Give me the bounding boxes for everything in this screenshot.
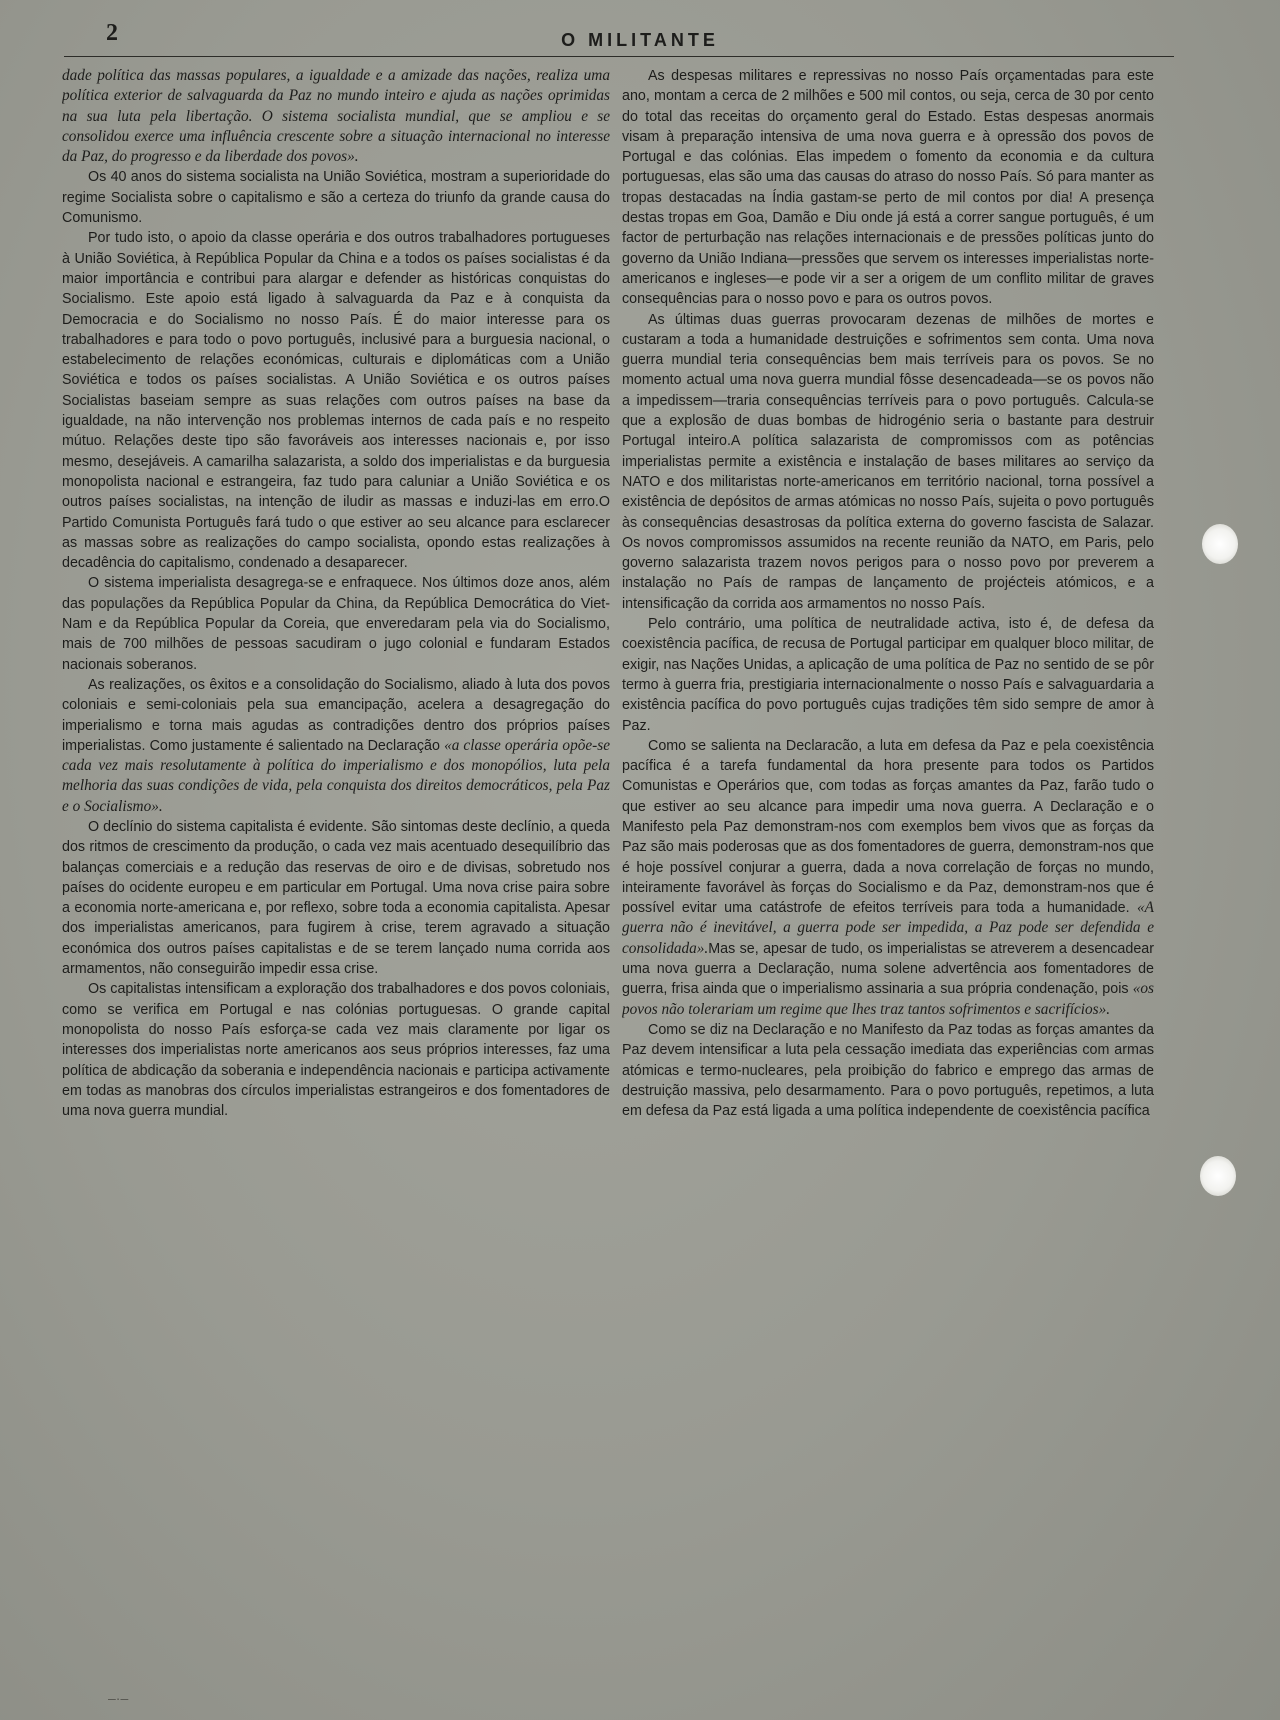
right-paragraph-4 xyxy=(622,736,1154,1020)
right-paragraph-5: Como se diz na Declaração e no Manifesto da Paz todas as forças amantes da Paz devem intensificar a luta pela cessação imediata das experiências com armas atómicas e termo-nucleares, pela proibição do fabrico e emprego das armas de destruição massiva, pelo desarmamento. Para o povo português, repetimos, a luta em defesa da Paz está ligada a uma política independente de coexistência pacífica xyxy=(622,1021,1154,1120)
right-paragraph-4-text-2: Mas se, apesar de tudo, os imperialistas se atreverem a desencadear uma nova guerra a Declaração, numa solene advertência aos fomentadores de guerra, frisa ainda que o imperialismo assinaria a sua própria condenação, pois xyxy=(622,940,1154,998)
left-paragraph-7: Os capitalistas intensificam a exploração dos trabalhadores e dos povos coloniais, como se verifica em Portugal e nas colónias portuguesas. O grande capital monopolista do nosso País esforça-se cada vez mais claramente por ligar os interesses dos imperialistas norte americanos aos seus próprios interesses, faz uma política de abdicação da soberania e independência nacionais e participa activamente em todas as manobras dos círculos imperialistas estrangeiros e dos fomentadores de uma nova guerra mundial. xyxy=(62,981,610,1120)
right-paragraph-3: Pelo contrário, uma política de neutralidade activa, isto é, de defesa da coexistência pacífica, de recusa de Portugal participar em qualquer bloco militar, de exigir, nas Nações Unidas, a aplicação de uma política de Paz no sentido de se pôr termo à guerra fria, prestigiaria internacionalmente o nosso País e salvaguardaria a existência pacífica do povo português cujas tradições têm sido sempre de amor à Paz. xyxy=(622,616,1154,734)
punch-hole-bottom xyxy=(1200,1156,1236,1196)
masthead-title: O MILITANTE xyxy=(561,30,719,50)
right-paragraph-4-text: Como se salienta na Declaracão, a luta em defesa da Paz e pela coexistência pacífica é a tarefa fundamental da hora presente para todos os Partidos Comunistas e Operários que, com todas as forças amantes da Paz, farão tudo o que estiver ao seu alcance para impedir uma nova guerra. A Declaração e o Manifesto pela Paz demonstram-nos com exemplos bem vivos que as forças da Paz são mais poderosas que as dos fomentadores de guerra, demonstram-nos que é hoje possível conjurar a guerra, dada a nova correlação de forças no mundo, inteiramente favorável às forças do Socialismo e da Paz, demonstram-nos que é possível evitar uma catástrofe de efeitos terríveis para toda a humanidade. xyxy=(622,737,1154,917)
header-rule xyxy=(64,56,1174,57)
right-paragraph-1: As despesas militares e repressivas no nosso País orçamentadas para este ano, montam a cerca de 2 milhões e 500 mil contos, ou seja, cerca de 30 por cento do total das receitas do orçamento geral do Estado. Estas despesas anormais visam à preparação intensiva de uma nova guerra e à opressão dos povos de Portugal e das colónias. Elas impedem o fomento da economia e da cultura portuguesas, elas são uma das causas do atraso do nosso País. Só para manter as tropas destacadas na Índia gastam-se perto de mil contos por dia! A presença destas tropas em Goa, Damão e Diu onde já está a correr sangue português, é um factor de perturbação nas relações internacionais e de pressões políticas junto do governo da União Indiana—pressões que servem os interesses imperialistas norte-americanos e ingleses—e pode vir a ser a origem de um conflito militar de graves consequências para o nosso povo e para os outros povos. xyxy=(622,68,1154,308)
right-column xyxy=(622,66,1154,1606)
declaration-quote: «a classe operária opõe-se cada vez mais resolutamente à política do imperialismo e dos monopólios, luta pela melhoria das suas condições de vida, pela conquista dos direitos democráticos, pela Paz e o Socialismo». xyxy=(62,736,610,815)
left-paragraph-3: Por tudo isto, o apoio da classe operária e dos outros trabalhadores portugueses à União Soviética, à República Popular da China e a todos os países socialistas é da maior importância e contribui para alargar e defender as históricas conquistas do Socialismo. Este apoio está ligado à salvaguarda da Paz e à conquista da Democracia e do Socialismo no nosso País. É do maior interesse para os trabalhadores e para todo o povo português, inclusivé para a burguesia nacional, o estabelecimento de relações económicas, culturais e diplomáticas com a União Soviética e todos os países socialistas. A União Soviética e os outros países Socialistas baseiam sempre as suas relações com outros países na base da igualdade, na não intervenção nos problemas internos de cada país e no respeito mútuo. Relações deste tipo são favoráveis aos interesses nacionais e, por isso mesmo, desejáveis. A camarilha salazarista, a soldo dos imperialistas e da burguesia monopolista nacional e estrangeira, faz tudo para caluniar a União Soviética e os outros países socialistas, na intenção de iludir as massas e induzi-las em erro.O Partido Comunista Português fará tudo o que estiver ao seu alcance para esclarecer as massas sobre as realizações do campo socialista, opondo estas realizações à decadência do capitalismo, condenado a desaparecer. xyxy=(62,230,610,572)
left-paragraph-6: O declínio do sistema capitalista é evidente. São sintomas deste declínio, a queda dos ritmos de crescimento da produção, o cada vez mais acentuado desequilíbrio das balanças comerciais e a redução das reservas de oiro e de divisas, sobretudo nos países do ocidente europeu e em particular em Portugal. Uma nova crise paira sobre a economia norte-americana e, por reflexo, sobre toda a economia capitalista. Apesar dos imperialistas americanos, para fugirem à crise, terem agravado a situação económica dos outros países capitalistas e de se terem lançado numa corrida aos armamentos, não conseguirão impedir essa crise. xyxy=(62,818,610,978)
left-column xyxy=(62,66,610,1606)
war-not-inevitable-quote: «A guerra não é inevitável, a guerra pode ser impedida, a Paz pode ser defendida e consolidada». xyxy=(622,899,1154,957)
left-paragraph-5 xyxy=(62,675,610,817)
peoples-quote: «os povos não tolerariam um regime que lhes traz tantos sofrimentos e sacrifícios». xyxy=(622,980,1154,1018)
left-paragraph-1: dade política das massas populares, a igualdade e a amizade das nações, realiza uma política exterior de salvaguarda da Paz no mundo inteiro e ajuda as nações oprimidas na sua luta pela libertação. O sistema socialista mundial, que se ampliou e se consolidou exerce uma influência crescente sobre a situação internacional no interesse da Paz, do progresso e da liberdade dos povos». xyxy=(62,67,610,166)
left-paragraph-2: Os 40 anos do sistema socialista na União Soviética, mostram a superioridade do regime Socialista sobre o capitalismo e são a certeza do triunfo da grande causa do Comunismo. xyxy=(62,169,610,227)
right-paragraph-2: As últimas duas guerras provocaram dezenas de milhões de mortes e custaram a toda a humanidade destruições e sofrimentos sem conta. Uma nova guerra mundial teria consequências bem mais terríveis para os povos. Se no momento actual uma nova guerra mundial fôsse desencadeada—se os povos não a impedissem—traria consequências terríveis para o povo português. Calcula-se que a explosão de duas bombas de hidrogénio seria o bastante para destruir Portugal inteiro.A política salazarista de compromissos com as potências imperialistas permite a existência e instalação de bases militares ao serviço da NATO e dos militaristas norte-americanos em território nacional, torna possível a existência de depósitos de armas atómicas no nosso País, sujeita o povo português às consequências desastrosas da política externa do governo fascista de Salazar. Os novos compromissos assumidos na recente reunião da NATO, em Paris, pelo governo salazarista trazem novos perigos para o nosso povo por preverem a instalação no País de rampas de lançamento de projécteis atómicos, e a intensificação da corrida aos armamentos no nosso País. xyxy=(622,311,1154,612)
stray-ink-mark: –·– xyxy=(108,1690,129,1706)
punch-hole-top xyxy=(1202,524,1238,564)
left-paragraph-4: O sistema imperialista desagrega-se e enfraquece. Nos últimos doze anos, além das populações da República Popular da China, da República Democrática do Viet-Nam e da República Popular da Coreia, que enveredaram pela via do Socialismo, mais de 700 milhões de pessoas sacudiram o jugo colonial e fundaram Estados nacionais soberanos. xyxy=(62,575,610,673)
left-paragraph-5-text: As realizações, os êxitos e a consolidação do Socialismo, aliado à luta dos povos coloniais e semi-coloniais pela sua emancipação, acelera a desagregação do imperialismo e torna mais agudas as contradições dentro dos próprios países imperialistas. Como justamente é salientado na Declaração xyxy=(62,676,610,754)
page-number: 2 xyxy=(106,20,118,46)
